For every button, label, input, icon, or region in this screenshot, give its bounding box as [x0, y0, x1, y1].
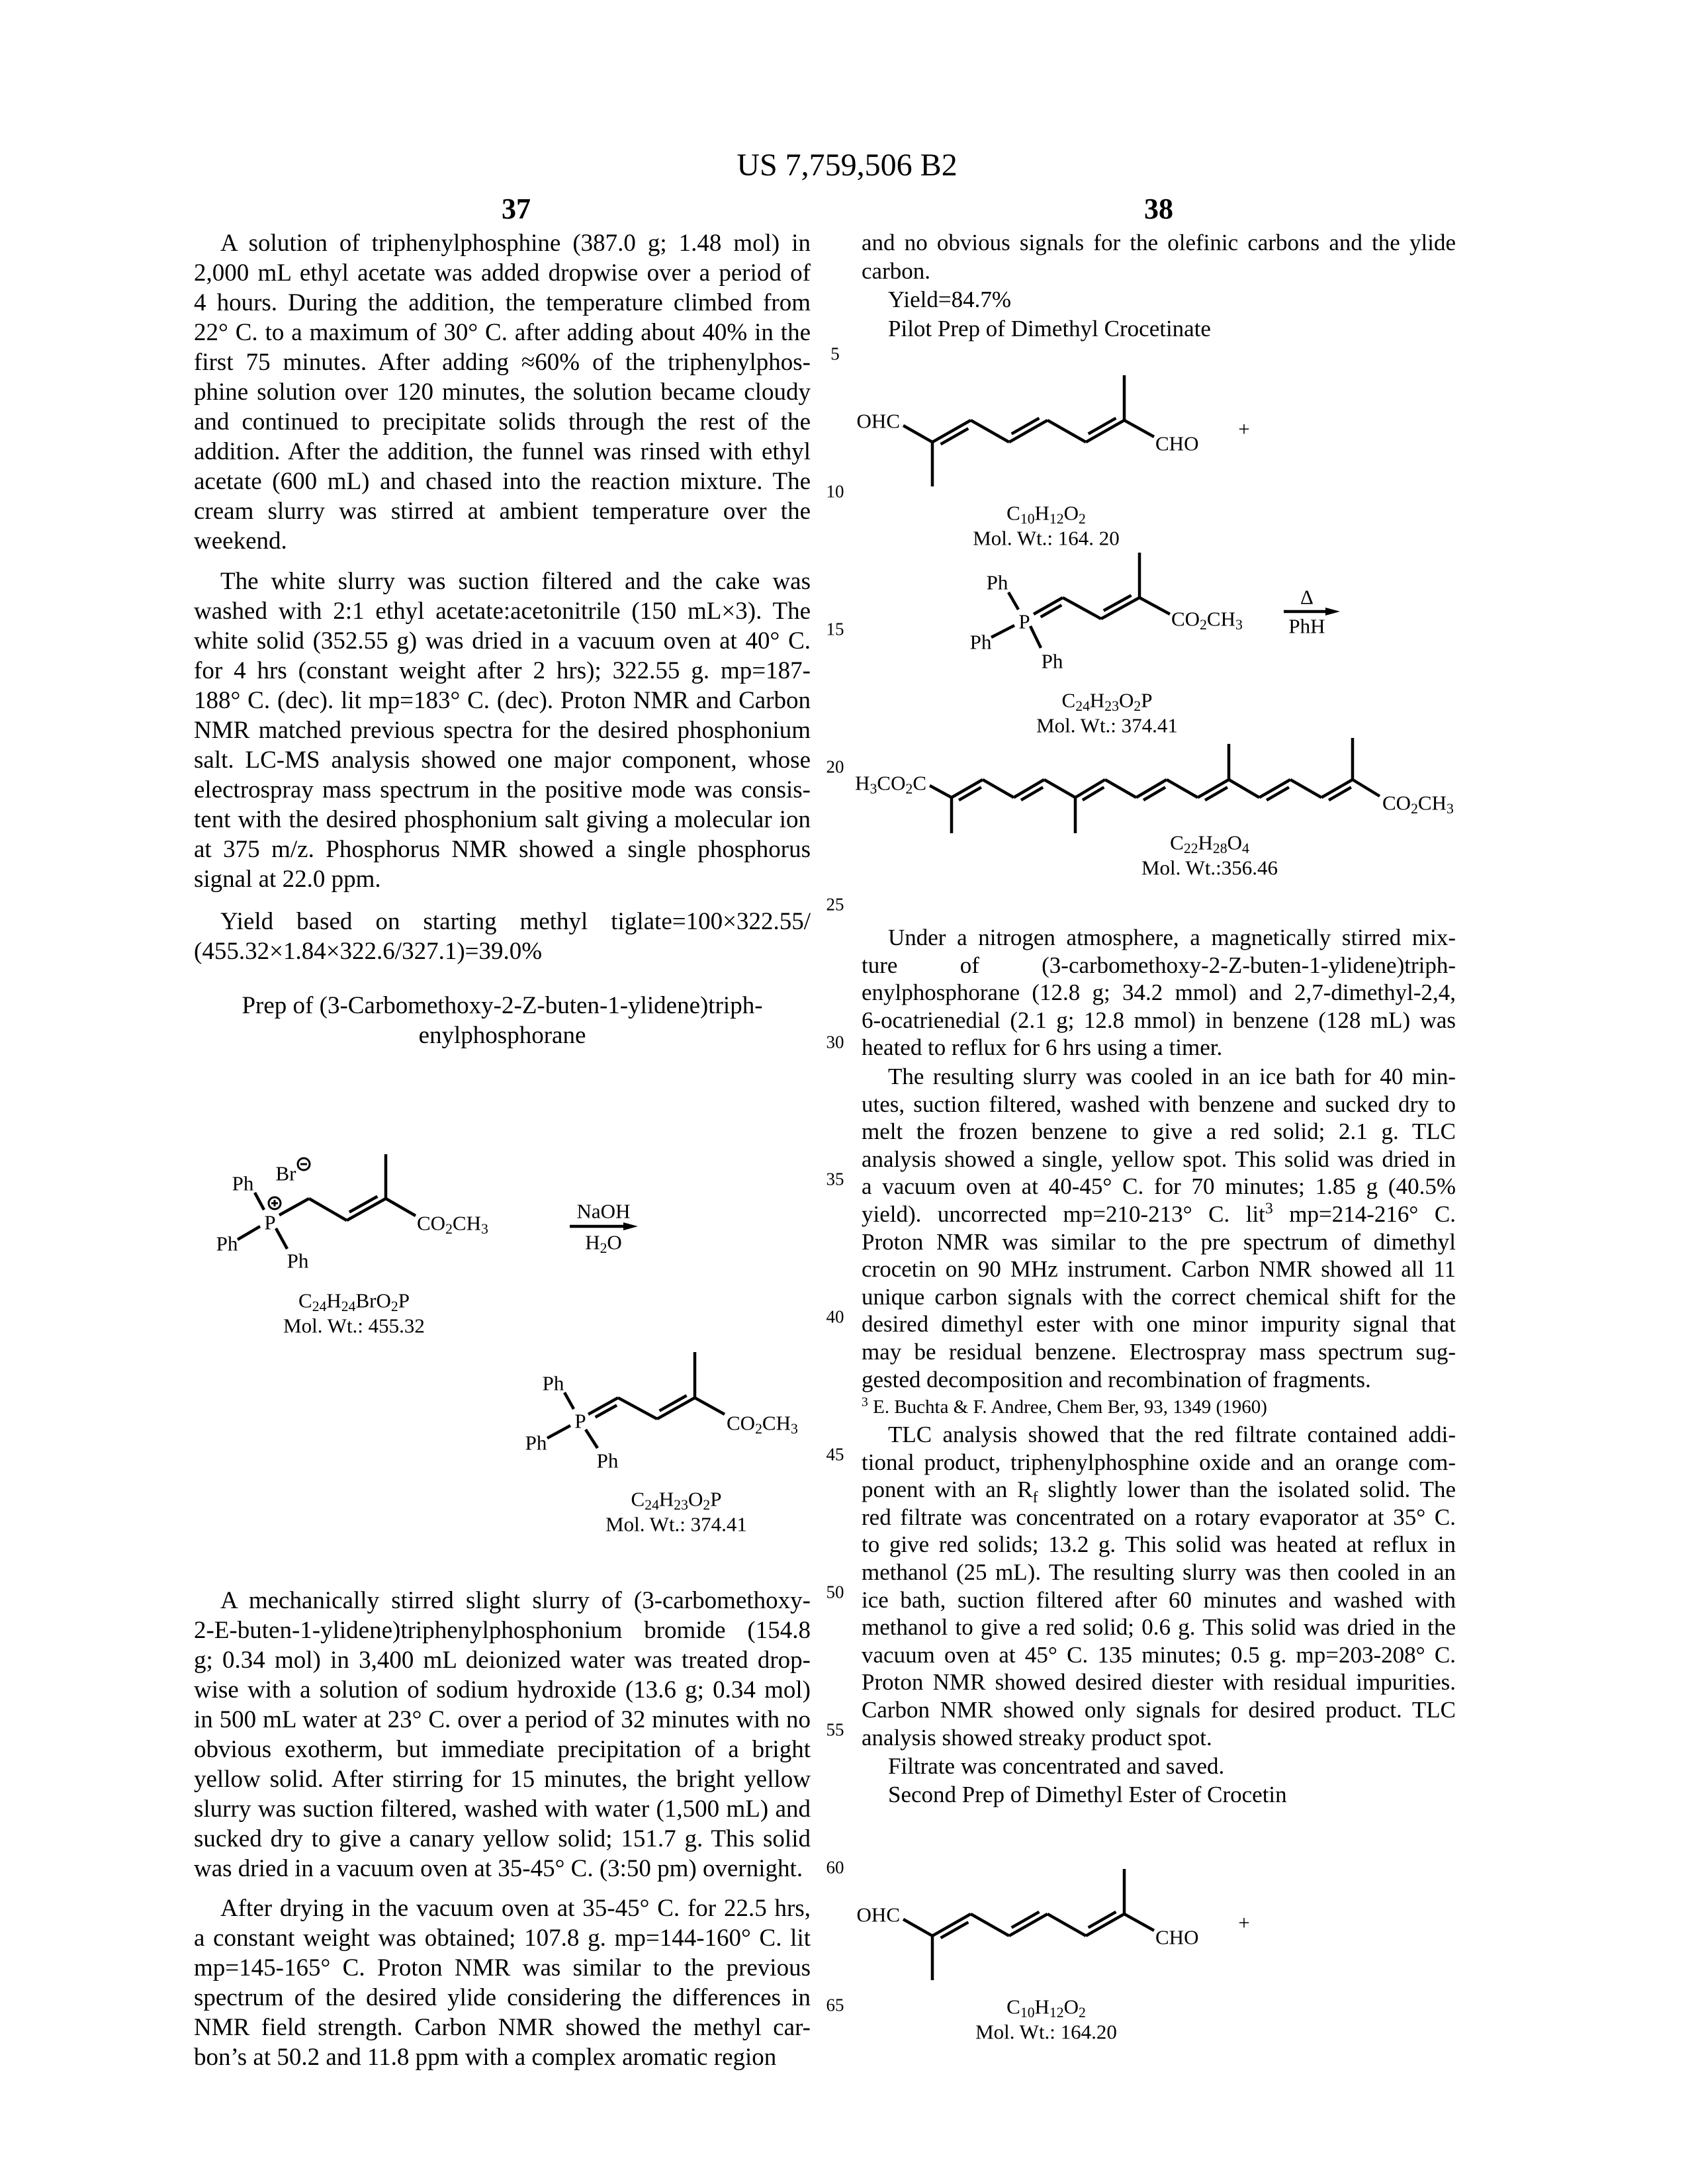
line-text: crocetin on 90 MHz instrument. Carbon NMR showed all 11 — [862, 1255, 1456, 1283]
bond — [1229, 780, 1259, 797]
bond — [1048, 420, 1086, 442]
line-text: A mechanically stirred slight slurry of (3-carbomethoxy- — [220, 1586, 811, 1615]
line-text: analysis showed streaky product spot. — [862, 1724, 1212, 1752]
line-text: 2-E-buten-1-ylidene)triphenylphosphonium bromide (154.8 — [194, 1615, 811, 1645]
aldehyde-label: CHO — [1155, 1927, 1198, 1948]
line-number: 45 — [826, 1446, 844, 1464]
bond — [1008, 592, 1018, 610]
line-text: signal at 22.0 ppm. — [194, 864, 381, 894]
bond — [695, 1398, 725, 1414]
line-number: 50 — [826, 1584, 844, 1602]
molecular-weight: Mol. Wt.:356.46 — [1141, 858, 1278, 878]
line-text: slurry was suction filtered, washed with water (1,500 mL) and — [194, 1794, 811, 1824]
line-number: 55 — [826, 1721, 844, 1739]
bond — [991, 625, 1014, 637]
line-text: at 375 m/z. Phosphorus NMR showed a single phosphorus — [194, 835, 811, 864]
bond — [386, 1199, 416, 1216]
line-text: Proton NMR was similar to the pre spectrum of dimethyl — [862, 1228, 1456, 1256]
line-text: ture of (3-carbomethoxy-2-Z-buten-1-ylidene)triph- — [862, 952, 1456, 979]
bond — [586, 1430, 598, 1448]
bond — [1048, 1914, 1086, 1936]
line-text: A solution of triphenylphosphine (387.0 g; 1.48 mol) in — [220, 228, 811, 258]
bond — [983, 780, 1014, 797]
arrowhead-icon — [623, 1222, 638, 1230]
bond — [564, 1392, 574, 1409]
line-text: white solid (352.55 g) was dried in a vacuum oven at 40° C. — [194, 626, 811, 656]
line-text: a vacuum oven at 40-45° C. for 70 minutes; 1.85 g (40.5% — [862, 1173, 1456, 1201]
text-segment: ponent with an R — [862, 1477, 1033, 1502]
line-text: enylphosphorane (12.8 g; 34.2 mmol) and 2,7-dimethyl-2,4, — [862, 979, 1456, 1007]
line-text: obvious exotherm, but immediate precipitation of a bright — [194, 1735, 811, 1764]
molecular-weight: Mol. Wt.: 164. 20 — [973, 528, 1120, 549]
line-text: salt. LC-MS analysis showed one major component, whose — [194, 745, 811, 775]
page-number-right: 38 — [1144, 192, 1173, 226]
line-text: Proton NMR showed desired diester with residual impurities. — [862, 1668, 1456, 1696]
line-text: washed with 2:1 ethyl acetate:acetonitrile (150 mL×3). The — [194, 596, 811, 626]
line-text: 6-ocatrienedial (2.1 g; 12.8 mmol) in benzene (128 mL) was — [862, 1007, 1456, 1034]
line-text: NMR matched previous spectra for the desired phosphonium — [194, 715, 811, 745]
line-number: 30 — [826, 1033, 844, 1051]
line-number: 65 — [826, 1996, 844, 2014]
line-text: TLC analysis showed that the red filtrate contained addi- — [888, 1421, 1456, 1449]
line-text: sucked dry to give a canary yellow solid; 151.7 g. This solid — [194, 1824, 811, 1854]
bond — [1044, 780, 1075, 797]
subscript: f — [1033, 1489, 1038, 1506]
line-text: heated to reflux for 6 hrs using a timer. — [862, 1034, 1222, 1062]
double-bond-line — [1329, 788, 1351, 800]
patent-number: US 7,759,506 B2 — [0, 147, 1694, 183]
aldehyde-label: CHO — [1155, 433, 1198, 454]
phenyl-label: Ph — [525, 1433, 547, 1453]
phosphorus-label: P — [264, 1212, 275, 1233]
bond — [1105, 780, 1136, 797]
text-segment: mp=214-216° C. — [1273, 1201, 1456, 1227]
line-text: methanol to give a red solid; 0.6 g. This solid was dried in the — [862, 1614, 1456, 1641]
line-text: spectrum of the desired ylide considering the differences in — [194, 1983, 811, 2013]
line-text: g; 0.34 mol) in 3,400 mL deionized water was treated drop- — [194, 1645, 811, 1675]
line-text: desired dimethyl ester with one minor impurity signal that — [862, 1310, 1456, 1338]
molecular-formula: C10H12O2 — [1006, 1997, 1086, 2017]
line-text: The white slurry was suction filtered and the cake was — [220, 567, 811, 596]
line-text: red filtrate was concentrated on a rotary evaporator at 35° C. — [862, 1504, 1456, 1531]
line-text: Yield=84.7% — [888, 285, 1011, 314]
line-text: 188° C. (dec). lit mp=183° C. (dec). Proton NMR and Carbon — [194, 686, 811, 715]
phosphorus-label: P — [1018, 612, 1030, 632]
molecular-weight: Mol. Wt.: 374.41 — [1036, 715, 1178, 736]
line-number: 20 — [826, 758, 844, 776]
ester-label: CO2CH3 — [1382, 793, 1454, 813]
page-number-left: 37 — [502, 192, 531, 226]
molecular-formula: C24H24BrO2P — [298, 1291, 410, 1311]
line-text: utes, suction filtered, washed with benzene and sucked dry to — [862, 1091, 1456, 1118]
line-text: phine solution over 120 minutes, the solution became cloudy — [194, 377, 811, 407]
molecular-formula: C24H23O2P — [631, 1489, 722, 1510]
bond — [1290, 780, 1321, 797]
ester-label: CO2CH3 — [417, 1213, 488, 1234]
line-text: wise with a solution of sodium hydroxide (13.6 g; 0.34 mol) — [194, 1675, 811, 1705]
line-text: 4 hours. During the addition, the temperature climbed from — [194, 288, 811, 318]
bond — [1353, 780, 1380, 796]
line-text: Second Prep of Dimethyl Ester of Crocetin — [888, 1780, 1287, 1809]
line-number: 10 — [826, 482, 844, 500]
line-text: Pilot Prep of Dimethyl Crocetinate — [888, 314, 1211, 343]
line-text: vacuum oven at 45° C. 135 minutes; 0.5 g. mp=203-208° C. — [862, 1641, 1456, 1669]
line-text: tent with the desired phosphonium salt giving a molecular ion — [194, 805, 811, 835]
bond — [1139, 598, 1170, 614]
text-segment: yield). uncorrected mp=210-213° C. lit — [862, 1201, 1265, 1227]
bond — [238, 1226, 260, 1240]
double-bond-line — [959, 788, 981, 800]
bond — [971, 420, 1009, 442]
bond — [903, 1919, 932, 1936]
line-text: bon’s at 50.2 and 11.8 ppm with a complex aromatic region — [194, 2042, 776, 2072]
line-text: 22° C. to a maximum of 30° C. after adding about 40% in the — [194, 318, 811, 347]
bond — [1124, 420, 1154, 437]
ester-label: CO2CH3 — [1171, 609, 1243, 629]
line-text: and continued to precipitate solids through the rest of the — [194, 407, 811, 437]
molecular-weight: Mol. Wt.: 374.41 — [605, 1514, 747, 1535]
line-text: first 75 minutes. After adding ≈60% of the triphenylphos- — [194, 347, 811, 377]
chemical-structures — [0, 0, 1694, 2184]
plus-sign: + — [1238, 1913, 1249, 1933]
line-text: melt the frozen benzene to give a red solid; 2.1 g. TLC — [862, 1118, 1456, 1146]
aldehyde-label: OHC — [857, 1905, 900, 1925]
bond — [1030, 626, 1041, 648]
phenyl-label: Ph — [987, 572, 1008, 593]
superscript: 3 — [1265, 1200, 1273, 1217]
line-text: cream slurry was stirred at ambient temperature over the — [194, 496, 811, 526]
phenyl-label: Ph — [543, 1373, 564, 1394]
phenyl-label: Ph — [216, 1234, 238, 1254]
line-text: to give red solids; 13.2 g. This solid was heated at reflux in — [862, 1531, 1456, 1559]
molecular-weight: Mol. Wt.: 164.20 — [975, 2022, 1117, 2042]
bond — [618, 1398, 657, 1419]
line-text: ice bath, suction filtered after 60 minutes and washed with — [862, 1586, 1456, 1614]
line-text: was dried in a vacuum oven at 35-45° C. (3:50 pm) overnight. — [194, 1854, 803, 1884]
aldehyde-label: OHC — [857, 411, 900, 432]
bond — [276, 1228, 287, 1249]
line-text: tional product, triphenylphosphine oxide and an orange com- — [862, 1449, 1456, 1477]
double-bond-line — [1205, 788, 1227, 800]
plus-sign: + — [1238, 419, 1249, 439]
line-text: mp=145-165° C. Proton NMR was similar to the previous — [194, 1953, 811, 1983]
bond — [1063, 598, 1101, 619]
molecular-weight: Mol. Wt.: 455.32 — [283, 1316, 425, 1336]
line-text: gested decomposition and recombination of fragments. — [862, 1366, 1371, 1394]
heat-label: Δ — [1300, 587, 1314, 608]
solvent-label: PhH — [1288, 616, 1325, 637]
line-text: Filtrate was concentrated and saved. — [888, 1752, 1224, 1780]
line-text: acetate (600 mL) and chased into the reaction mixture. The — [194, 467, 811, 496]
line-text: yellow solid. After stirring for 15 minutes, the bright yellow — [194, 1764, 811, 1794]
line-number: 15 — [826, 620, 844, 638]
double-bond-line — [1143, 788, 1165, 800]
bond — [971, 1914, 1009, 1936]
line-number: 35 — [826, 1171, 844, 1189]
phosphorus-label: P — [574, 1411, 586, 1432]
text-segment: E. Buchta & F. Andree, Chem Ber, 93, 1349 (1960) — [868, 1396, 1267, 1418]
bromide-label: Br — [276, 1163, 296, 1184]
arrowhead-icon — [1325, 608, 1340, 615]
line-text: may be residual benzene. Electrospray mass spectrum sug- — [862, 1338, 1456, 1366]
phenyl-label: Ph — [287, 1251, 309, 1271]
bond — [1167, 780, 1198, 797]
bond — [930, 786, 952, 797]
bond — [547, 1426, 570, 1438]
line-text: in 500 mL water at 23° C. over a period of 32 minutes with no — [194, 1705, 811, 1735]
phenyl-label: Ph — [232, 1173, 254, 1194]
line-text: Under a nitrogen atmosphere, a magnetically stirred mix- — [888, 924, 1456, 952]
bond — [309, 1199, 347, 1220]
double-bond-line — [1021, 788, 1043, 800]
bond — [279, 1199, 309, 1215]
double-bond-line — [1083, 787, 1104, 799]
molecular-formula: C22H28O4 — [1170, 833, 1249, 853]
line-text: Prep of (3-Carbomethoxy-2-Z-buten-1-ylidene)triph- — [242, 991, 762, 1021]
line-text: a constant weight was obtained; 107.8 g. mp=144-160° C. lit — [194, 1923, 811, 1953]
line-text: methanol (25 mL). The resulting slurry was then cooled in an — [862, 1559, 1456, 1586]
line-text: Carbon NMR showed only signals for desired product. TLC — [862, 1696, 1456, 1724]
line-number: 5 — [830, 345, 840, 363]
line-text: enylphosphorane — [419, 1021, 586, 1050]
line-text: weekend. — [194, 526, 287, 556]
line-number: 25 — [826, 895, 844, 913]
ester-label: H3CO2C — [855, 773, 926, 794]
line-text: carbon. — [862, 257, 930, 285]
ester-label: CO2CH3 — [727, 1413, 798, 1433]
bond — [1124, 1914, 1154, 1931]
bond — [255, 1193, 264, 1210]
line-text: for 4 hrs (constant weight after 2 hrs); 322.55 g. mp=187- — [194, 656, 811, 686]
line-text: unique carbon signals with the correct chemical shift for the — [862, 1283, 1456, 1311]
molecular-formula: C10H12O2 — [1006, 503, 1086, 523]
text-segment: slightly lower than the isolated solid. The — [1038, 1477, 1456, 1502]
line-text: NMR field strength. Carbon NMR showed the methyl car- — [194, 2013, 811, 2042]
phenyl-label: Ph — [597, 1451, 619, 1471]
superscript: 3 — [862, 1394, 868, 1409]
phenyl-label: Ph — [970, 632, 992, 653]
molecular-formula: C24H23O2P — [1062, 690, 1153, 711]
line-number: 60 — [826, 1858, 844, 1876]
line-text: analysis showed a single, yellow spot. This solid was dried in — [862, 1146, 1456, 1173]
line-text: and no obvious signals for the olefinic carbons and the ylide — [862, 228, 1456, 257]
line-number: 40 — [826, 1308, 844, 1326]
line-text: (455.32×1.84×322.6/327.1)=39.0% — [194, 936, 542, 966]
line-text: The resulting slurry was cooled in an ice bath for 40 min- — [888, 1063, 1456, 1091]
reagent-label: NaOH — [577, 1201, 631, 1222]
line-text: electrospray mass spectrum in the positive mode was consis- — [194, 775, 811, 805]
line-text: 2,000 mL ethyl acetate was added dropwise over a period of — [194, 258, 811, 288]
line-text: Yield based on starting methyl tiglate=100×322.55/ — [220, 907, 811, 936]
bond — [903, 426, 932, 442]
solvent-label: H2O — [585, 1232, 622, 1253]
double-bond-line — [1267, 788, 1289, 800]
line-text: addition. After the addition, the funnel was rinsed with ethyl — [194, 437, 811, 467]
phenyl-label: Ph — [1042, 651, 1063, 672]
line-text: After drying in the vacuum oven at 35-45° C. for 22.5 hrs, — [220, 1893, 811, 1923]
